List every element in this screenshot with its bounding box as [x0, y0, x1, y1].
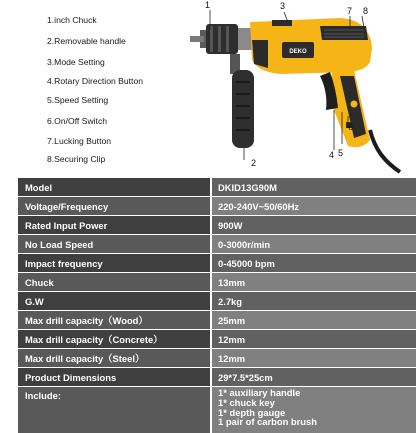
spec-label: Model [18, 178, 212, 196]
impact-drill-image [170, 0, 416, 176]
callout-4: 4 [329, 150, 335, 160]
spec-value: 29*7.5*25cm [212, 368, 416, 386]
spec-value: 220-240V~50/60Hz [212, 197, 416, 215]
part-item-mode-setting: 3.Mode Setting [47, 57, 105, 67]
callout-5: 5 [338, 148, 344, 158]
spec-row-chuck [18, 273, 416, 292]
spec-row-wood [18, 311, 416, 330]
spec-row-weight [18, 292, 416, 311]
spec-row-speed [18, 235, 416, 254]
part-item-securing-clip: 8.Securing Clip [47, 154, 106, 164]
spec-label: Max drill capacity（Wood） [18, 311, 212, 329]
callout-1: 1 [205, 0, 211, 10]
callout-6: 6 [348, 122, 354, 132]
part-item-locking-button: 7.Lucking Button [47, 136, 112, 146]
spec-value: 0-45000 bpm [212, 254, 416, 272]
spec-value: 13mm [212, 273, 416, 291]
spec-row-concrete [18, 330, 416, 349]
spec-value: 900W [212, 216, 416, 234]
spec-row-steel [18, 349, 416, 368]
include-item: 1* depth gauge [218, 406, 286, 418]
drill-body [250, 18, 372, 74]
spec-value: 0-3000r/min [212, 235, 416, 253]
brand-badge: DEKO [289, 49, 307, 55]
spec-row-power [18, 216, 416, 235]
spec-label: Include: [18, 387, 212, 433]
spec-label: Max drill capacity（Concrete） [18, 330, 212, 348]
removable-side-handle [230, 54, 254, 148]
callout-8: 8 [363, 6, 369, 16]
include-item: 1 pair of carbon brush [218, 416, 317, 428]
spec-label: Max drill capacity（Steel） [18, 349, 212, 367]
spec-label: Impact frequency [18, 254, 212, 272]
spec-label: No Load Speed [18, 235, 212, 253]
include-list [212, 387, 416, 433]
spec-label: G.W [18, 292, 212, 310]
spec-label: Chuck [18, 273, 212, 291]
include-item: 1* auxiliary handle [218, 387, 301, 398]
parts-list [0, 0, 170, 176]
spec-value: 25mm [212, 311, 416, 329]
part-item-speed-setting: 5.Speed Setting [47, 95, 109, 105]
callout-2: 2 [251, 158, 257, 168]
spec-value: 2.7kg [212, 292, 416, 310]
spec-value: 12mm [212, 349, 416, 367]
pistol-grip [320, 70, 370, 147]
spec-label: Voltage/Frequency [18, 197, 212, 215]
include-item: 1* chuck key [218, 396, 275, 408]
spec-value: 12mm [212, 330, 416, 348]
part-item-rotary-direction: 4.Rotary Direction Button [47, 76, 144, 86]
part-item-on-off-switch: 6.On/Off Switch [47, 116, 108, 126]
spec-row-include [18, 387, 416, 433]
callout-3: 3 [280, 1, 286, 11]
part-item-chuck: 1.inch Chuck [47, 15, 97, 25]
callout-7: 7 [347, 6, 353, 16]
chuck [190, 24, 252, 54]
spec-value: DKID13G90M [212, 178, 416, 196]
spec-row-model [18, 178, 416, 197]
power-cord [370, 130, 400, 172]
spec-table [18, 178, 416, 433]
spec-row-voltage [18, 197, 416, 216]
drill-illustration [170, 0, 416, 176]
spec-row-impact [18, 254, 416, 273]
spec-label: Rated Input Power [18, 216, 212, 234]
spec-row-dimensions [18, 368, 416, 387]
part-item-handle: 2.Removable handle [47, 36, 126, 46]
spec-label: Product Dimensions [18, 368, 212, 386]
